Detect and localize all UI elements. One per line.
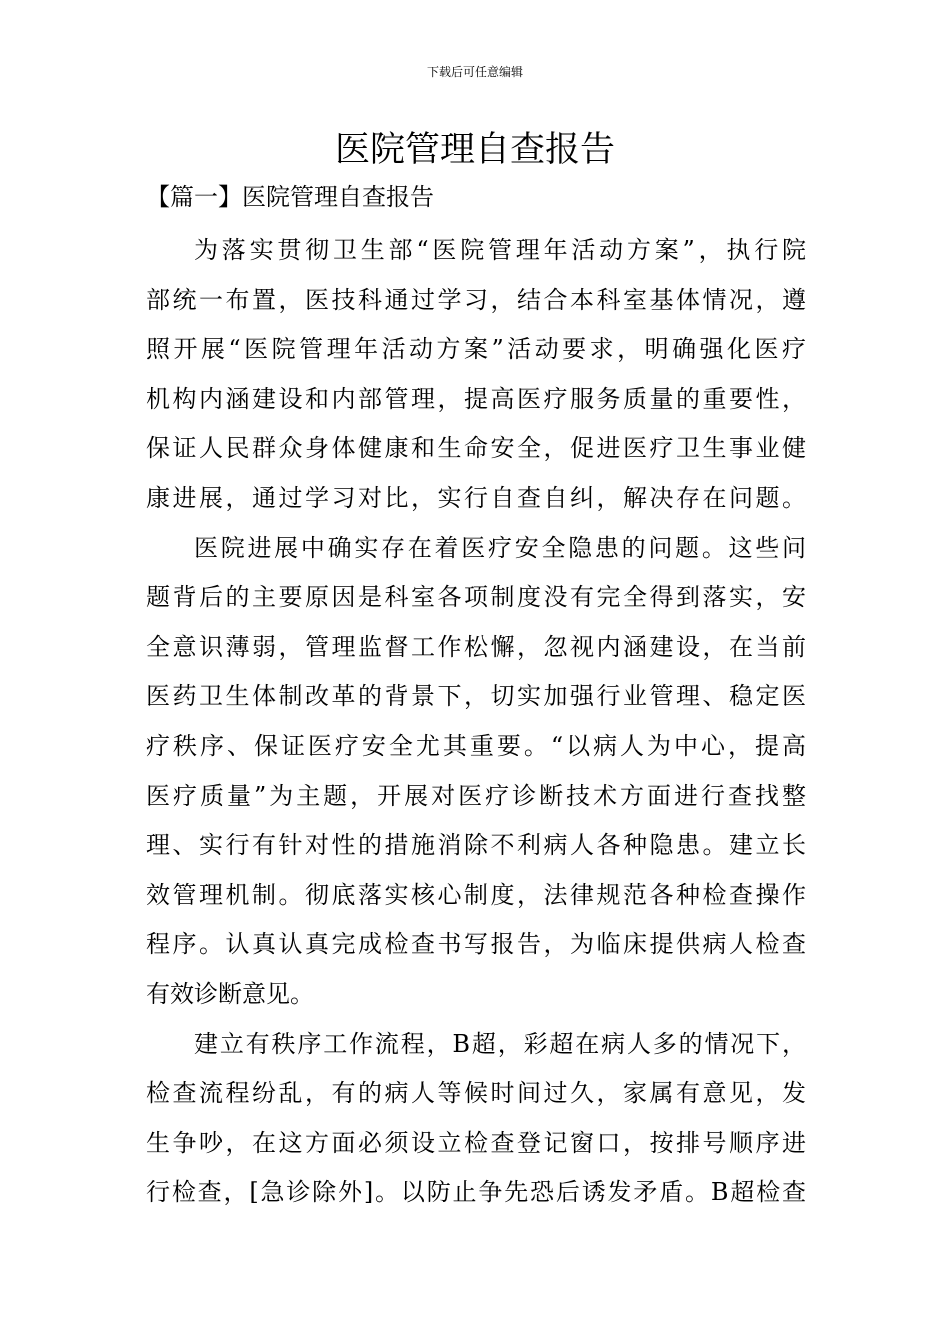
text-line: 部统一布置，医技科通过学习，结合本科室基体情况，遵 [146,285,806,314]
text-line: 为落实贯彻卫生部“医院管理年活动方案”，执行院 [194,236,806,264]
paragraph-2 [146,524,806,1020]
text-line: 程序。认真认真完成检查书写报告，为临床提供病人检查 [146,930,806,959]
text-line: 理、实行有针对性的措施消除不利病人各种隐患。建立长 [146,831,806,860]
text-line: 生争吵，在这方面必须设立检查登记窗口，按排号顺序进 [146,1128,806,1157]
text-line: 检查流程纷乱，有的病人等候时间过久，家属有意见，发 [146,1079,806,1108]
text-line: 行检查，[急诊除外]。以防止争先恐后诱发矛盾。B超检查 [146,1178,806,1207]
text-line: 疗秩序、保证医疗安全尤其重要。“以病人为中心，提高 [146,731,806,760]
text-line: 照开展“医院管理年活动方案”活动要求，明确强化医疗 [146,335,806,364]
section-heading: 【篇一】医院管理自查报告 [146,183,434,211]
text-line: 有效诊断意见。 [146,979,314,1008]
text-line: 效管理机制。彻底落实核心制度，法律规范各种检查操作 [146,880,806,909]
text-line: 医疗质量”为主题，开展对医疗诊断技术方面进行查找整 [146,781,806,810]
text-line: 全意识薄弱，管理监督工作松懈，忽视内涵建设，在当前 [146,632,806,661]
text-line: 建立有秩序工作流程，B超，彩超在病人多的情况下， [194,1029,806,1058]
text-line: 医药卫生体制改革的背景下，切实加强行业管理、稳定医 [146,682,806,711]
text-line: 医院进展中确实存在着医疗安全隐患的问题。这些问 [194,533,806,562]
text-line: 康进展，通过学习对比，实行自查自纠，解决存在问题。 [146,483,806,512]
text-line: 机构内涵建设和内部管理，提高医疗服务质量的重要性， [146,384,806,413]
paragraph-3 [146,1020,806,1218]
document-body [146,226,806,1218]
header-note: 下载后可任意编辑 [426,65,523,79]
document-title: 医院管理自查报告 [334,130,615,170]
text-line: 题背后的主要原因是科室各项制度没有完全得到落实，安 [146,583,806,612]
text-line: 保证人民群众身体健康和生命安全，促进医疗卫生事业健 [146,434,806,463]
paragraph-1 [146,226,806,524]
